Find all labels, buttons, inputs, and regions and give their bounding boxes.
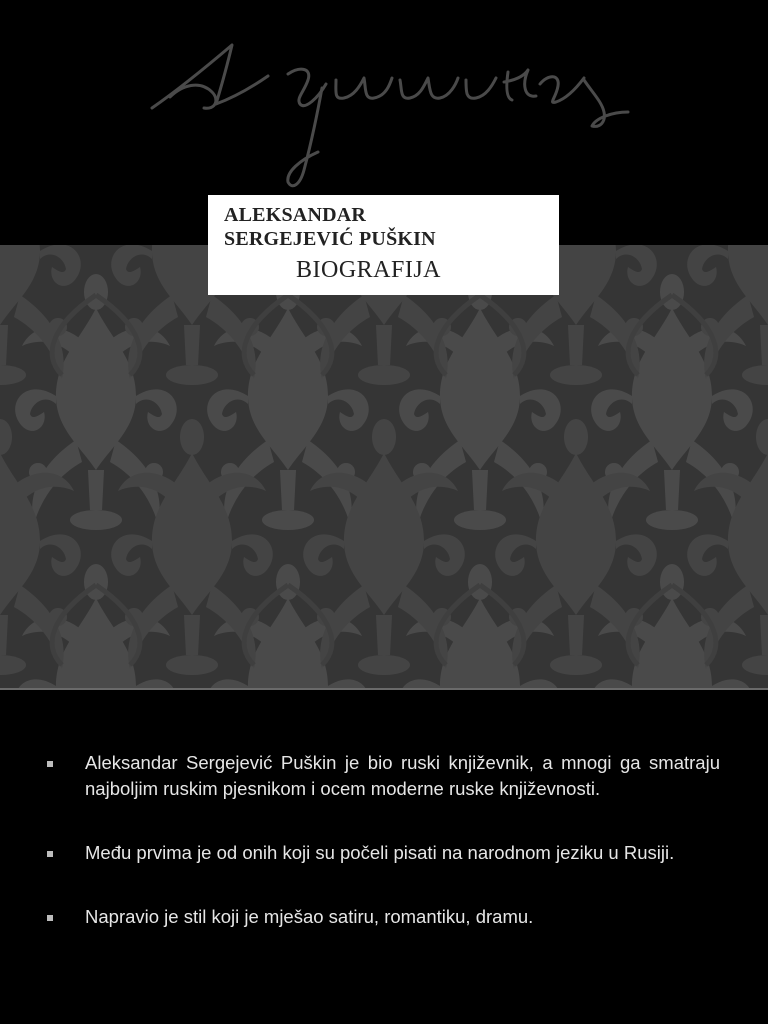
- title-line-1: ALEKSANDAR: [224, 204, 367, 226]
- title-line-2: SERGEJEVIĆ PUŠKIN: [224, 228, 436, 250]
- title-box: [208, 195, 559, 295]
- subtitle: BIOGRAFIJA: [296, 257, 442, 283]
- bullet-list: [42, 750, 720, 930]
- square-bullet-icon: [47, 851, 53, 857]
- bullet-text: Napravio je stil koji je mješao satiru, romantiku, dramu.: [85, 906, 534, 927]
- bullet-item: [42, 840, 720, 866]
- bullet-text: Među prvima je od onih koji su počeli pisati na narodnom jeziku u Rusiji.: [85, 842, 675, 863]
- square-bullet-icon: [47, 915, 53, 921]
- section-divider: [0, 688, 768, 690]
- bullet-text: Aleksandar Sergejević Puškin je bio ruski književnik, a mnogi ga smatraju najboljim ruskim pjesnikom i ocem moderne ruske književnosti.: [85, 752, 720, 799]
- damask-pattern-band: [0, 245, 768, 688]
- square-bullet-icon: [47, 761, 53, 767]
- bullet-item: [42, 750, 720, 802]
- bullet-item: [42, 904, 720, 930]
